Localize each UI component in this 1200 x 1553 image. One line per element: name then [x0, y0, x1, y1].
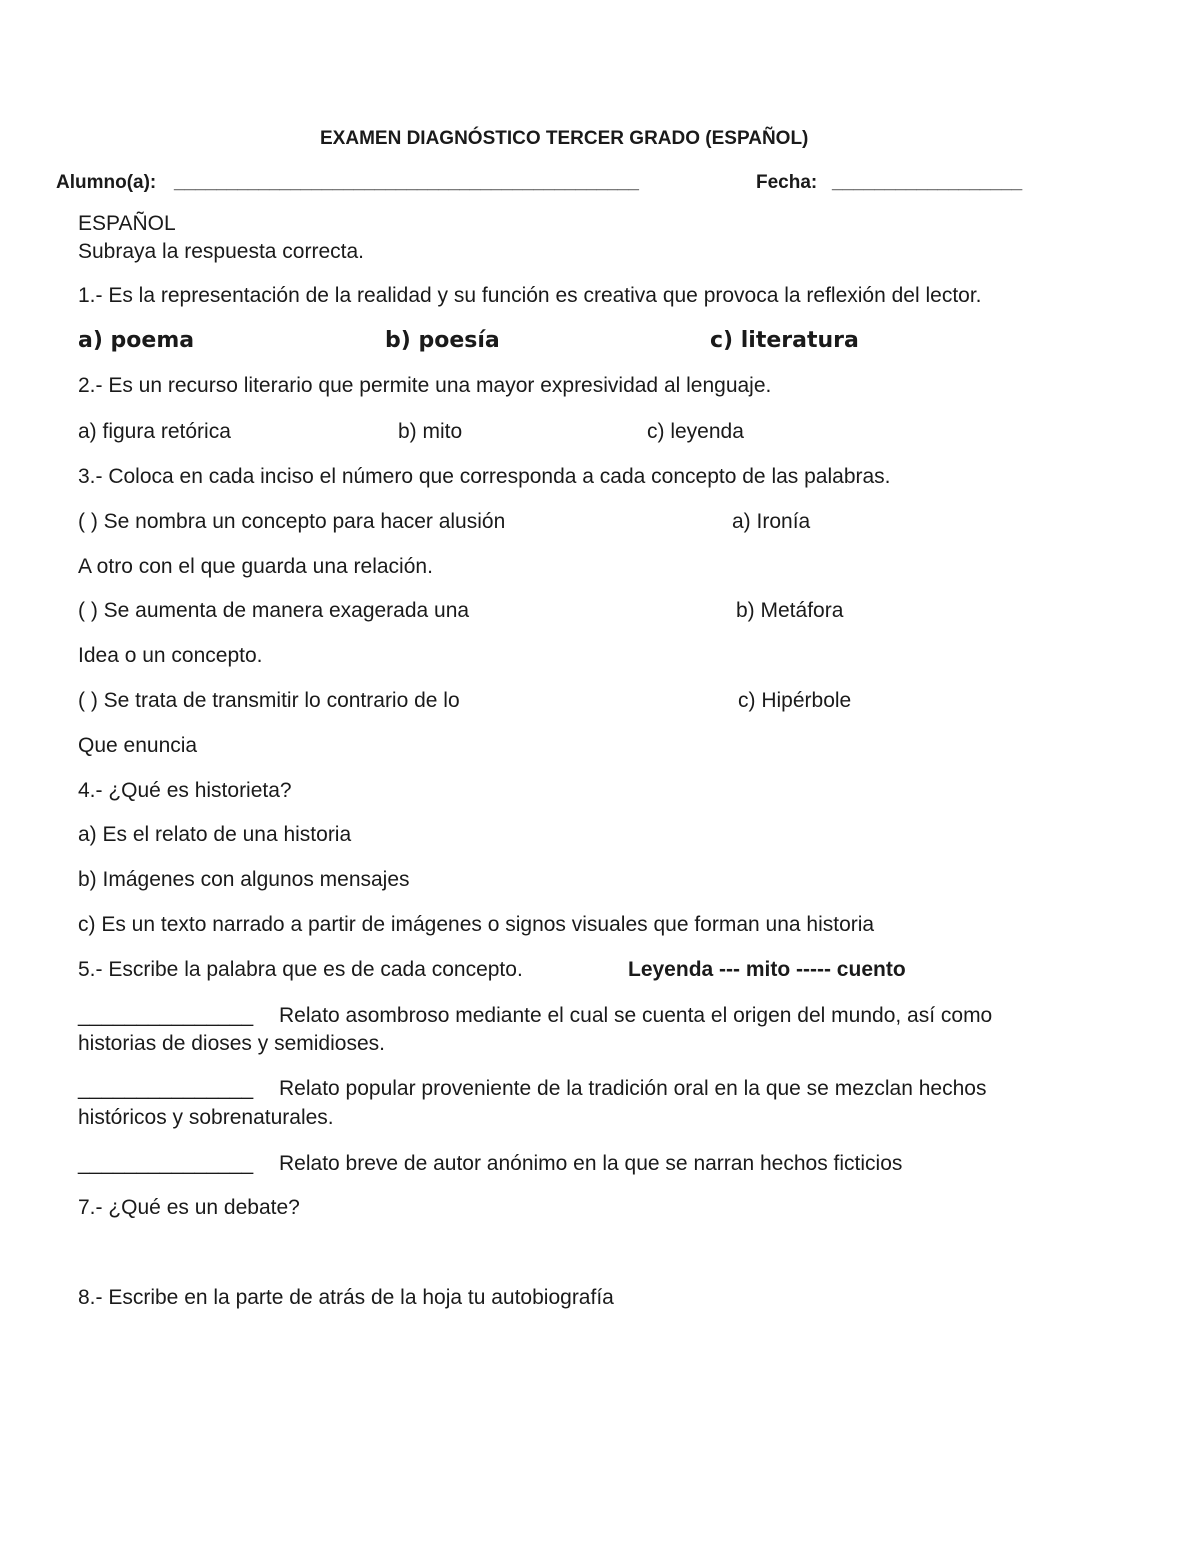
q2-option-b: b) mito	[398, 420, 463, 443]
q5-definition-2-cont: históricos y sobrenaturales.	[78, 1106, 334, 1129]
question-2: 2.- Es un recurso literario que permite una mayor expresividad al lenguaje.	[78, 374, 772, 397]
q5-definition-1-cont: historias de dioses y semidioses.	[78, 1032, 385, 1055]
section-heading: ESPAÑOL	[78, 212, 176, 235]
question-8: 8.- Escribe en la parte de atrás de la hoja tu autobiografía	[78, 1286, 614, 1309]
q1-option-a: a) poema	[78, 328, 195, 353]
question-1: 1.- Es la representación de la realidad y su función es creativa que provoca la reflexión del lector.	[78, 284, 982, 307]
student-name-label: Alumno(a):	[56, 172, 157, 193]
q3-answer-c: c) Hipérbole	[738, 689, 852, 712]
question-3: 3.- Coloca en cada inciso el número que corresponda a cada concepto de las palabras.	[78, 465, 891, 488]
student-name-blank: ____________________________________________	[174, 172, 639, 193]
q3-item-1-cont: A otro con el que guarda una relación.	[78, 555, 433, 578]
q5-blank-3: _______________	[78, 1152, 254, 1175]
q4-option-b: b) Imágenes con algunos mensajes	[78, 868, 410, 891]
q3-answer-b: b) Metáfora	[736, 599, 844, 622]
q5-blank-2: _______________	[78, 1077, 254, 1100]
q5-blank-1: _______________	[78, 1004, 254, 1027]
q2-option-c: c) leyenda	[647, 420, 744, 443]
q5-definition-3: Relato breve de autor anónimo en la que se narran hechos ficticios	[279, 1152, 903, 1175]
q5-word-bank: Leyenda --- mito ----- cuento	[628, 958, 906, 981]
q3-answer-a: a) Ironía	[732, 510, 811, 533]
q2-option-a: a) figura retórica	[78, 420, 231, 443]
exam-title: EXAMEN DIAGNÓSTICO TERCER GRADO (ESPAÑOL)	[320, 128, 809, 149]
q1-option-c: c) literatura	[710, 328, 859, 353]
q3-item-2-cont: Idea o un concepto.	[78, 644, 263, 667]
q3-item-3: ( ) Se trata de transmitir lo contrario de lo	[78, 689, 460, 712]
instruction-text: Subraya la respuesta correcta.	[78, 240, 364, 263]
question-4: 4.- ¿Qué es historieta?	[78, 779, 292, 802]
date-blank: __________________	[832, 172, 1023, 193]
q4-option-a: a) Es el relato de una historia	[78, 823, 352, 846]
q1-option-b: b) poesía	[385, 328, 500, 353]
question-5: 5.- Escribe la palabra que es de cada concepto.	[78, 958, 523, 981]
q3-item-1: ( ) Se nombra un concepto para hacer alusión	[78, 510, 506, 533]
q5-definition-1: Relato asombroso mediante el cual se cuenta el origen del mundo, así como	[279, 1004, 993, 1027]
q4-option-c: c) Es un texto narrado a partir de imágenes o signos visuales que forman una historia	[78, 913, 875, 936]
q5-definition-2: Relato popular proveniente de la tradición oral en la que se mezclan hechos	[279, 1077, 987, 1100]
question-7: 7.- ¿Qué es un debate?	[78, 1196, 300, 1219]
date-label: Fecha:	[756, 172, 818, 193]
q3-item-2: ( ) Se aumenta de manera exagerada una	[78, 599, 470, 622]
q3-item-3-cont: Que enuncia	[78, 734, 198, 757]
